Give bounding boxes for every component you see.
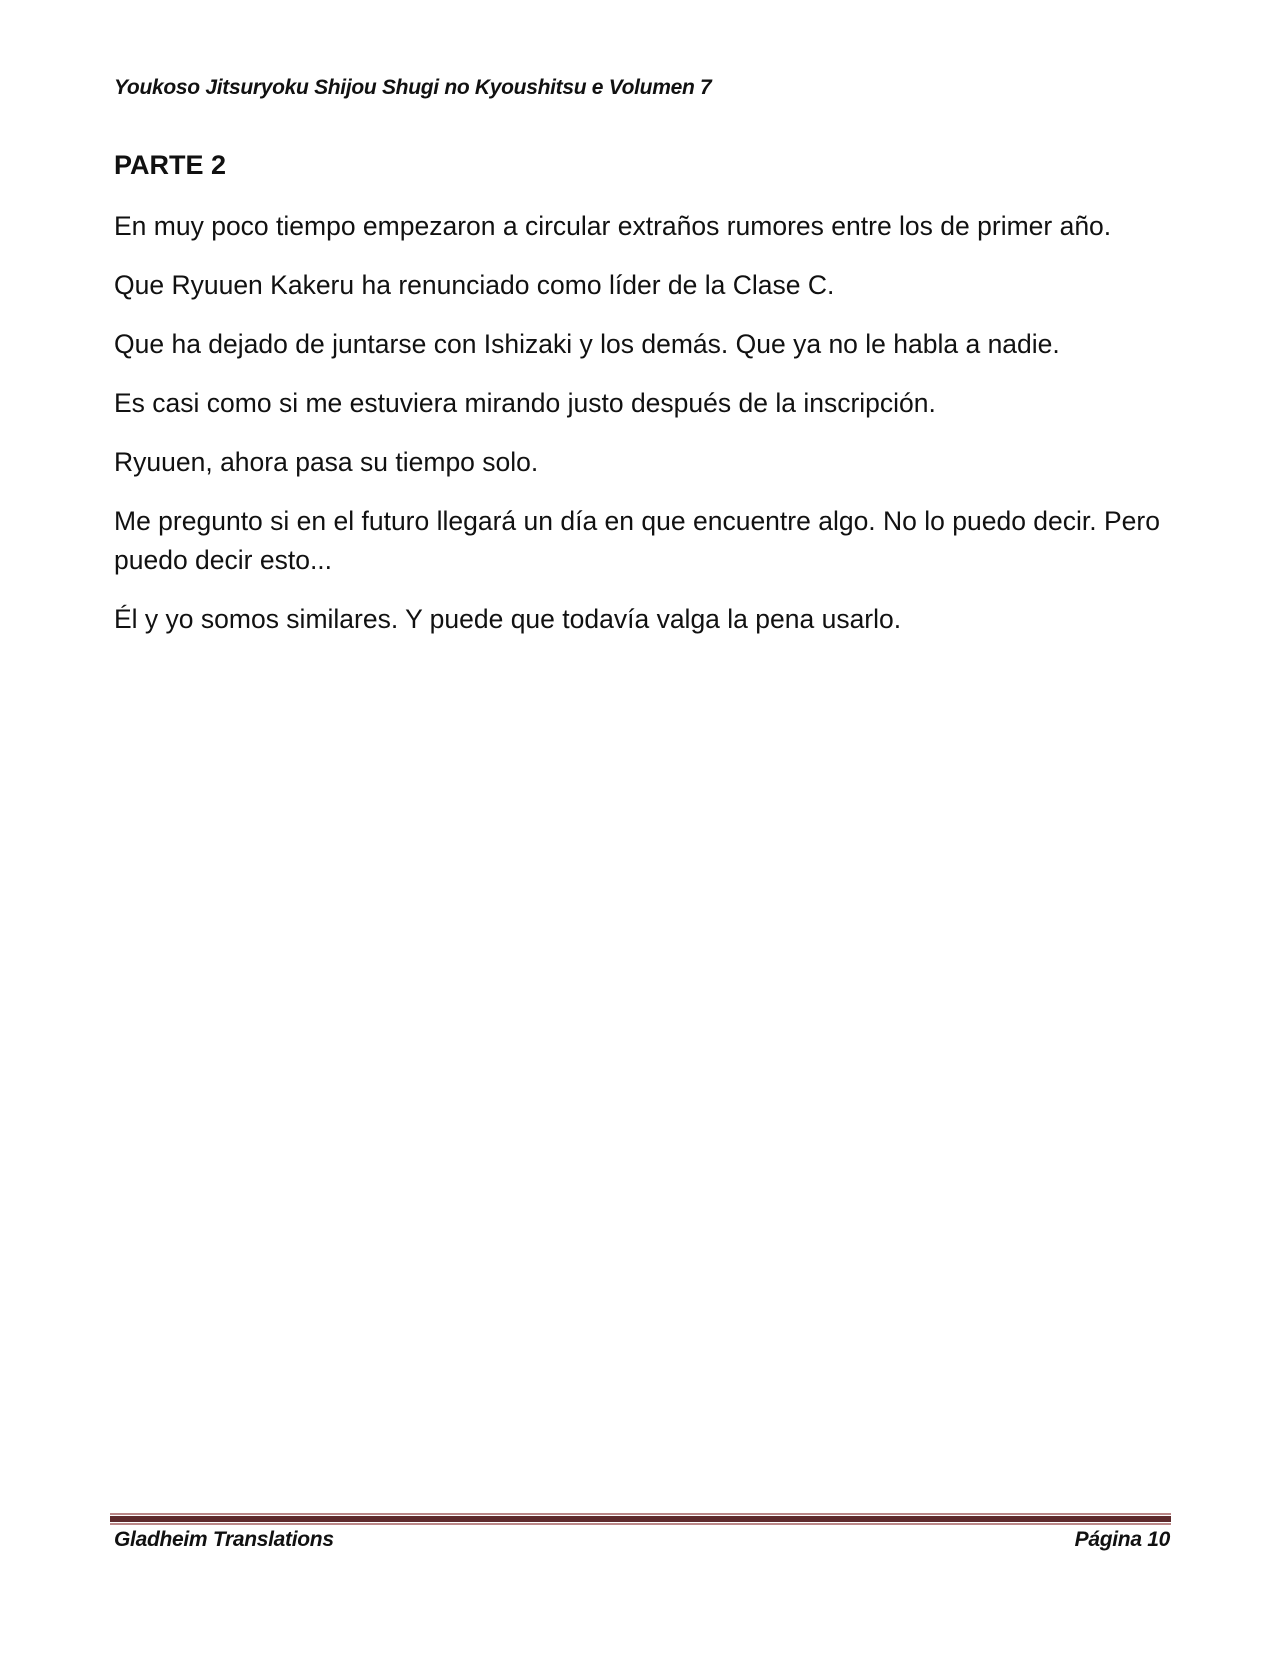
page-number: Página 10 [1074,1528,1170,1551]
paragraph: Es casi como si me estuviera mirando justo después de la inscripción. [114,388,936,418]
footer-divider [110,1516,1171,1522]
section-title: PARTE 2 [114,150,227,180]
paragraph: Él y yo somos similares. Y puede que todavía valga la pena usarlo. [114,604,902,634]
footer-divider [110,1523,1171,1525]
paragraph: Que Ryuuen Kakeru ha renunciado como líder de la Clase C. [114,270,835,300]
footer-credit: Gladheim Translations [114,1528,334,1551]
paragraph: Que ha dejado de juntarse con Ishizaki y los demás. Que ya no le habla a nadie. [114,329,1060,359]
paragraph: Me pregunto si en el futuro llegará un día en que encuentre algo. No lo puedo decir. Pero puedo decir esto... [114,506,1160,575]
body-text [114,207,1174,659]
page-footer [114,1528,1170,1552]
footer-divider [110,1513,1171,1515]
paragraph: Ryuuen, ahora pasa su tiempo solo. [114,447,539,477]
running-header: Youkoso Jitsuryoku Shijou Shugi no Kyoushitsu e Volumen 7 [114,76,712,99]
paragraph: En muy poco tiempo empezaron a circular extraños rumores entre los de primer año. [114,211,1112,241]
